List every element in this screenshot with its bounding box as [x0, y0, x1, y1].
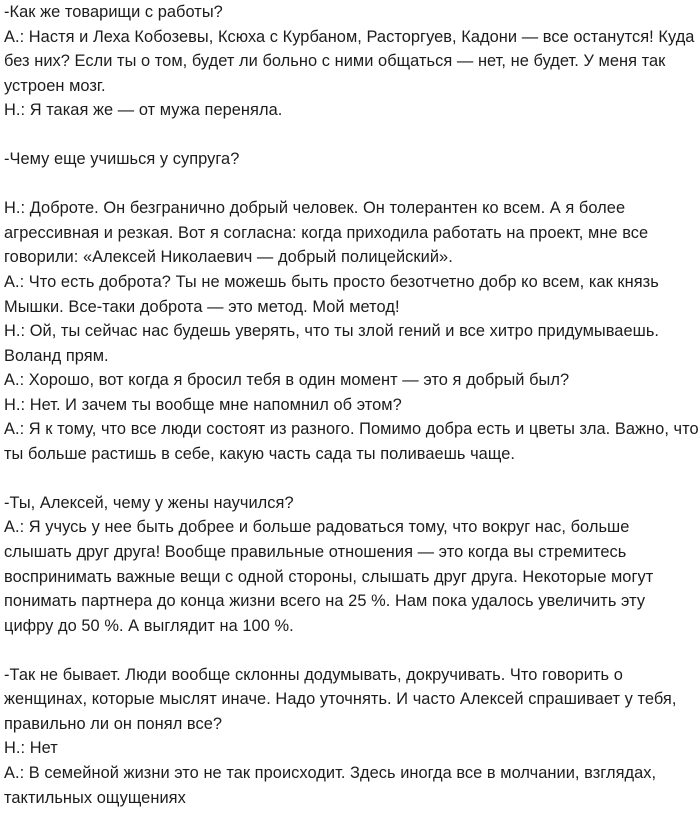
answer-alexey-abandon: А.: Хорошо, вот когда я бросил тебя в один момент — это я добрый был? [4, 371, 570, 390]
question-coworkers: -Как же товарищи с работы? [4, 3, 223, 21]
answer-n-kindness: Н.: Доброте. Он безгранично добрый человек. Он толерантен ко всем. А я более агрессивная и резкая. Вот я согласна: когда приходила работать на проект, мне все говорили: «Алексей Николаевич — добрый полицейский». [4, 199, 649, 267]
answer-n-coworkers: Н.: Я такая же — от мужа переняла. [4, 101, 283, 120]
question-learned-from-wife: -Ты, Алексей, чему у жены научился? [4, 493, 294, 512]
answer-n-no: Н.: Нет [4, 739, 58, 758]
answer-alexey-relationships: А.: Я учусь у нее быть добрее и больше радоваться тому, что вокруг нас, больше слышать друг друга! Вообще правильные отношения — это когда вы стремитесь воспринимать важные вещи с одной стороны, слышать друг друга. Некоторые могут понимать партнера до конца жизни всего на 25 %. Нам пока удалось увеличить эту цифру до 50 %. А выглядит на 100 %. [4, 518, 654, 635]
answer-n-evil-genius: Н.: Ой, ты сейчас нас будешь уверять, что ты злой гений и все хитро придумываешь. Воланд прям. [4, 322, 660, 365]
answer-alexey-garden: А.: Я к тому, что все люди состоят из разного. Помимо добра есть и цветы зла. Важно, что ты больше растишь в себе, какую часть сада ты поливаешь чаще. [4, 420, 699, 463]
answer-alexey-kindness: А.: Что есть доброта? Ты не можешь быть просто безотчетно добр ко всем, как князь Мышки. Все-таки доброта — это метод. Мой метод! [4, 273, 659, 316]
question-women-think: -Так не бывает. Люди вообще склонны додумывать, докручивать. Что говорить о женщинах, которые мыслят иначе. Надо уточнять. И часто Алексей спрашивает у тебя, правильно ли он понял все? [4, 665, 677, 733]
paragraph-gap [4, 638, 699, 663]
answer-n-remind: Н.: Нет. И зачем ты вообще мне напомнил об этом? [4, 395, 402, 414]
paragraph-gap [4, 466, 699, 491]
paragraph-gap [4, 123, 699, 148]
answer-alexey-silence: А.: В семейной жизни это не так происходит. Здесь иногда все в молчании, взглядах, тактильных ощущениях [4, 763, 657, 807]
question-learn-from-spouse: -Чему еще учишься у супруга? [4, 150, 240, 169]
answer-alexey-coworkers: А.: Настя и Леха Кобозевы, Ксюха с Курбаном, Расторгуев, Кадони — все останутся! Куда без них? Если ты о том, будет ли больно с ними общаться — нет, не будет. У меня так устроен мозг. [4, 27, 695, 95]
paragraph-gap [4, 172, 699, 197]
